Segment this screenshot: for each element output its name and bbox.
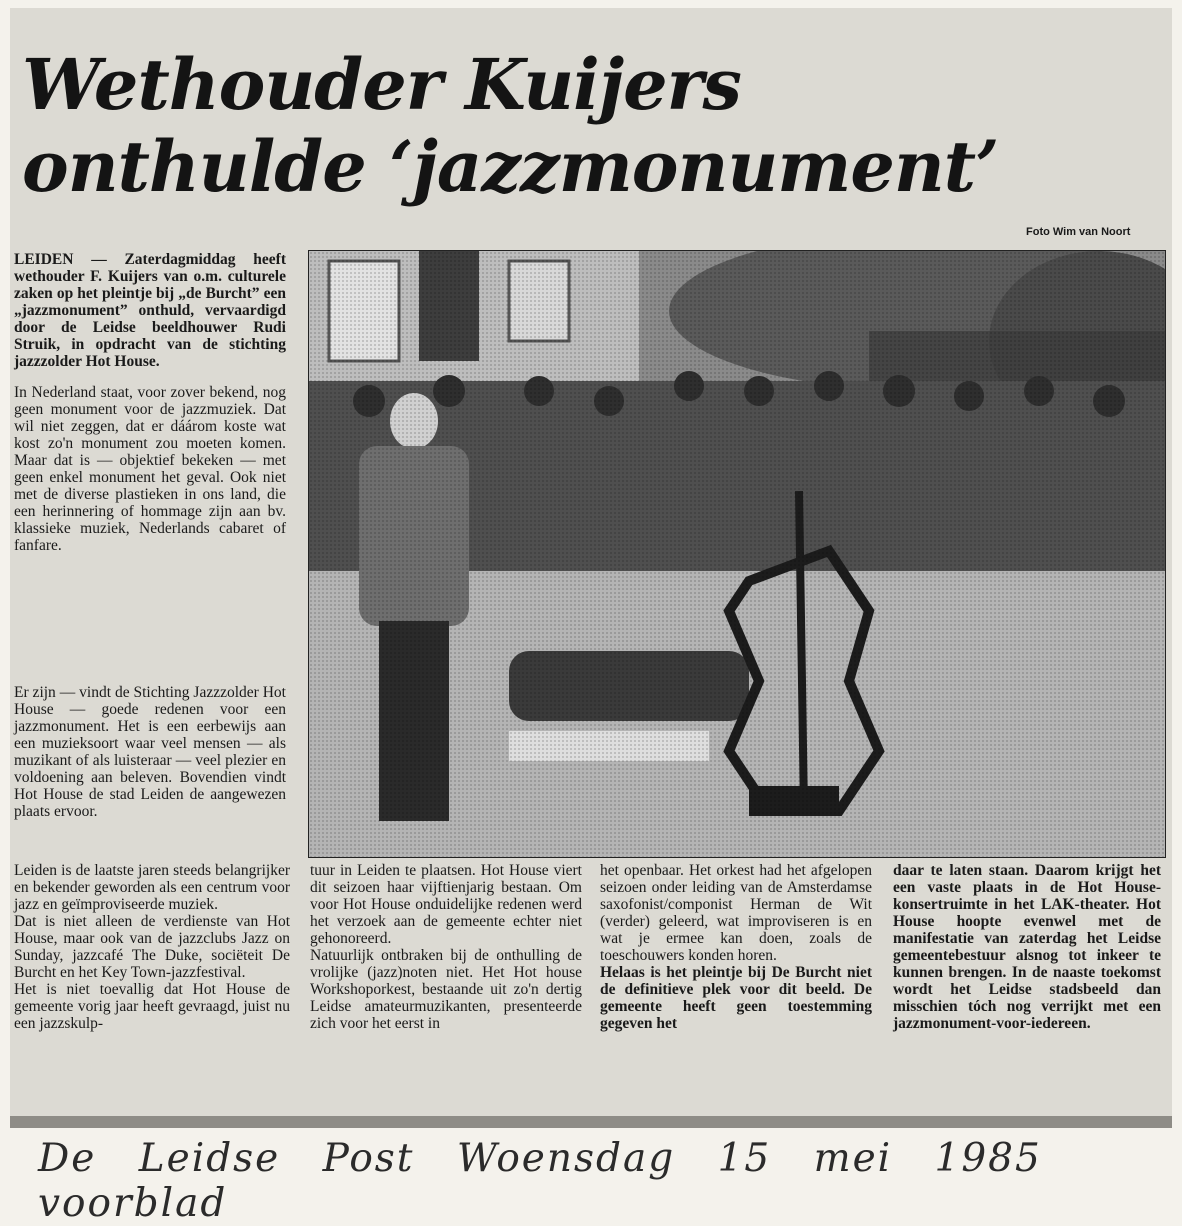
column-3 [600,862,872,1032]
column-1 [14,251,286,560]
paragraph: Dat is niet alleen de verdienste van Hot House, maar ook van de jazzclubs Jazz on Sunday, jazzcafé The Duke, sociëteit De Burcht en het Key Town-jazzfestival. [14,913,290,981]
column-1-lower [14,684,286,826]
paragraph: daar te laten staan. Daarom krijgt het een vaste plaats in de Hot House-konsertruimte in het LAK-theater. Hot House hoopte evenwel met de manifestatie van zaterdag het Leidse gemeentebestuur alsnog tot inkeer te kunnen brengen. In de naaste toekomst wordt het Leidse stadsbeeld dan misschien tóch nog verrijkt met een jazzmonument-voor-iedereen. [893,862,1161,1032]
paragraph: Er zijn — vindt de Stichting Jazzzolder Hot House — goede redenen voor een jazzmonument. Het is een eerbewijs aan een muzieksoort waar veel mensen — als muzikant of als luisteraar — veel plezier en voldoening aan beleven. Bovendien vindt Hot House de stad Leiden de aangewezen plaats ervoor. [14,684,286,820]
paragraph: Helaas is het pleintje bij De Burcht niet de definitieve plek voor dit beeld. De gemeente heeft geen toestemming gegeven het [600,964,872,1032]
headline-line-2: onthulde ‘jazzmonument’ [22,125,999,208]
paragraph: Leiden is de laatste jaren steeds belangrijker en bekender geworden als een centrum voor jazz en geïmproviseerde muziek. [14,862,290,913]
photo-illustration [309,251,1165,857]
paragraph: het openbaar. Het orkest had het afgelopen seizoen onder leiding van de Amsterdamse saxofonist/componist Herman de Wit (verder) geleerd, wat improviseren is en wat je ermee kan doen, zoals de toeschouwers konden horen. [600,862,872,964]
handwritten-annotation: De Leidse Post Woensdag 15 mei 1985 voorblad [38,1136,1042,1226]
paragraph: Natuurlijk ontbraken bij de onthulling de vrolijke (jazz)noten niet. Het Hot house Workshoporkest, bestaande uit zo'n dertig Leidse amateurmuzikanten, presenteerde zich voor het eerst in [310,947,582,1032]
column-2 [310,862,582,1032]
paragraph: tuur in Leiden te plaatsen. Hot House viert dit seizoen haar vijftienjarig bestaan. Om voor Hot House onduidelijke redenen werd het verzoek aan de gemeente echter niet gehonoreerd. [310,862,582,947]
headline [22,44,1122,208]
paragraph: In Nederland staat, voor zover bekend, nog geen monument voor de jazzmuziek. Dat wil niet zeggen, dat er dáárom koste wat kost zo'n monument zou moeten komen. Maar dat is — objektief bekeken — met geen enkel monument het geval. Ook niet met de diverse plastieken in ons land, die een herinnering of hommage zijn aan bv. klassieke muziek, Nederlands cabaret of fanfare. [14,384,286,554]
photo-credit: Foto Wim van Noort [1026,226,1131,238]
headline-line-1: Wethouder Kuijers [22,43,741,126]
lead-paragraph: LEIDEN — Zaterdagmiddag heeft wethouder F. Kuijers van o.m. culturele zaken op het pleintje bij „de Burcht” een „jazzmonument” onthuld, vervaardigd door de Leidse beeldhouwer Rudi Struik, in opdracht van de stichting jazzzolder Hot House. [14,251,286,370]
column-4 [893,862,1161,1032]
column-1-bottom [14,862,290,1032]
news-photo [308,250,1166,858]
paragraph: Het is niet toevallig dat Hot House de gemeente vorig jaar heeft gevraagd, juist nu een jazzskulp- [14,981,290,1032]
